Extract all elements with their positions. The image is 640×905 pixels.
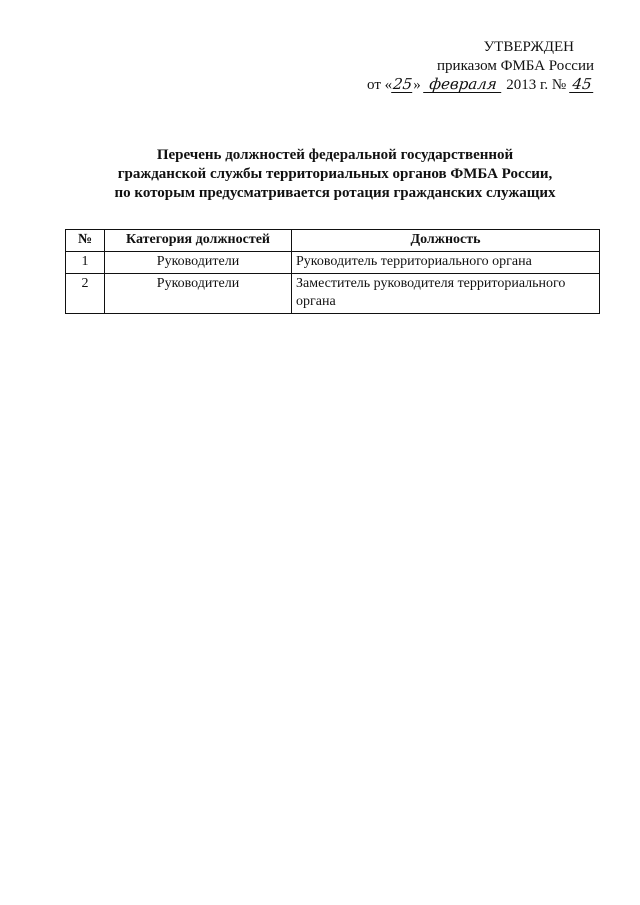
date-year: 2013 г. № — [506, 77, 567, 93]
handwritten-month: февраля — [424, 77, 504, 93]
header-num: № — [66, 230, 105, 252]
handwritten-day: 25 — [392, 75, 414, 93]
approval-stamp — [367, 38, 594, 95]
row-category: Руководители — [105, 252, 292, 274]
date-day-close: » — [413, 77, 421, 93]
table-header-row — [66, 230, 600, 252]
handwritten-order-number: 45 — [569, 77, 595, 93]
positions-table — [65, 229, 600, 314]
row-position: Руководитель территориального органа — [292, 252, 600, 274]
row-position: Заместитель руководителя территориального органа — [292, 274, 600, 314]
approval-heading: УТВЕРЖДЕН — [483, 39, 574, 55]
approval-order: приказом ФМБА России — [437, 58, 594, 74]
title-line-3: по которым предусматривается ротация гражданских служащих — [114, 185, 556, 201]
title-line-2: гражданской службы территориальных органов ФМБА России, — [117, 166, 553, 182]
row-category: Руководители — [105, 274, 292, 314]
row-num: 1 — [66, 252, 105, 274]
title-line-1: Перечень должностей федеральной государственной — [156, 147, 514, 163]
approval-date-line — [367, 76, 594, 95]
date-prefix: от « — [367, 77, 393, 93]
table-row — [66, 274, 600, 314]
document-title — [70, 146, 600, 203]
table-row — [66, 252, 600, 274]
header-position: Должность — [292, 230, 600, 252]
header-category: Категория должностей — [105, 230, 292, 252]
row-num: 2 — [66, 274, 105, 314]
